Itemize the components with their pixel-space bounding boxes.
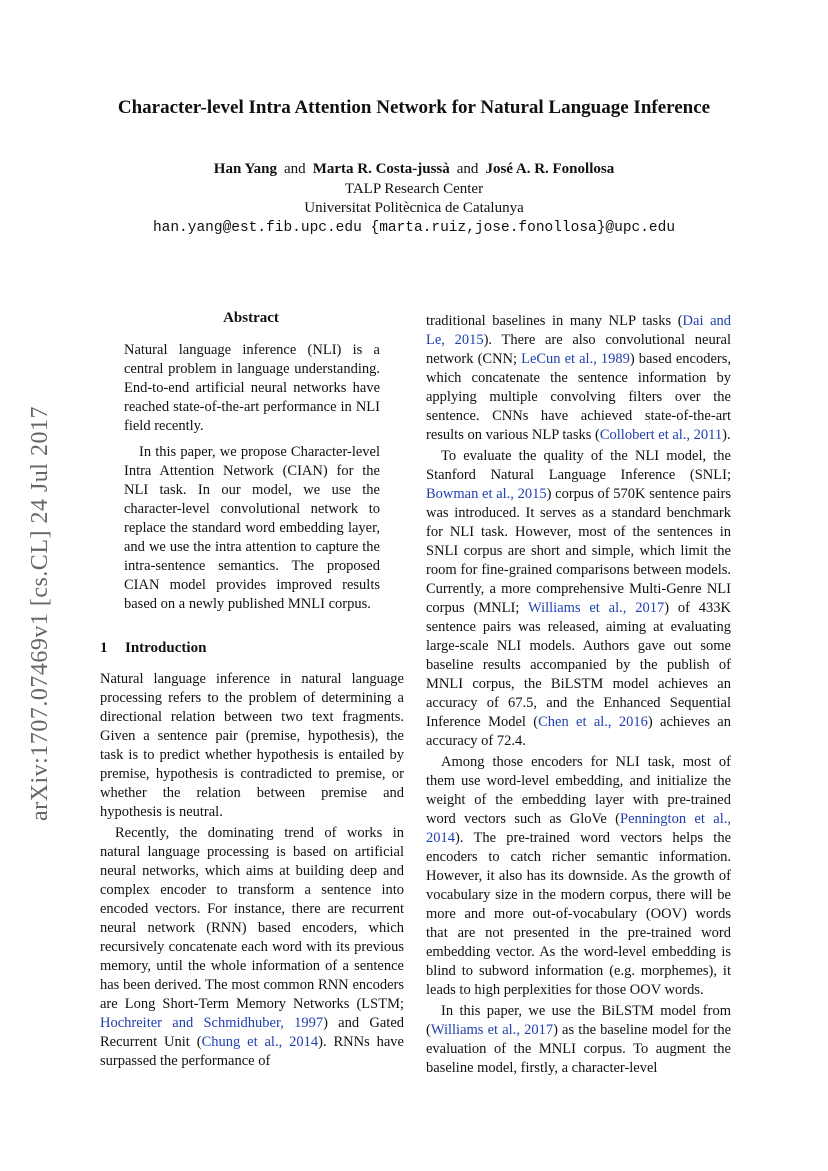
- affiliation-university: Universitat Politècnica de Catalunya: [304, 200, 524, 216]
- body-text: ) based encoders, which concatenate the sentence information by applying multiple convolving filters over the sentence. CNNs have achieved state-of-the-art results on various NLP tasks (: [426, 351, 731, 443]
- section-number: 1: [100, 640, 108, 656]
- body-text: ). RNNs have surpassed the performance of: [100, 1034, 404, 1069]
- author-line: [0, 159, 828, 179]
- section-title: Introduction: [125, 640, 207, 656]
- abstract-heading: Abstract: [223, 310, 279, 326]
- citation-link[interactable]: Williams et al., 2017: [527, 600, 665, 616]
- body-text: ). The pre-trained word vectors helps the encoders to catch richer semantic information. However, it also has its downside. As the growth of vocabulary size in the modern corpus, there will be more and more out-of-vocabulary (OOV) words that are not presented in the pre-trained word embedding vector. As the word-level embedding is blind to subword information (e.g. morphemes), it leads to high perplexities for those OOV words.: [426, 830, 731, 998]
- citation-link[interactable]: Chen et al., 2016: [538, 714, 648, 730]
- body-paragraph: [426, 447, 731, 751]
- body-text: Among those encoders for NLI task, most of them use word-level embedding, and initialize the weight of the embedding layer with pre-trained word vectors such as GloVe (: [426, 754, 731, 827]
- body-paragraph: Natural language inference in natural language processing refers to the problem of determining a directional relation between two text fragments. Given a sentence pair (premise, hypothesis), the task is to predict whether hypothesis is entailed by premise, hypothesis is contradicted to premise, or whether the relation between premise and hypothesis is neutral.: [100, 671, 404, 820]
- paper-title: Character-level Intra Attention Network for Natural Language Inference: [117, 97, 711, 118]
- citation-link[interactable]: Collobert et al., 2011: [599, 427, 723, 443]
- right-column: [426, 312, 731, 1078]
- citation-link[interactable]: LeCun et al., 1989: [521, 351, 630, 367]
- body-text: ) corpus of 570K sentence pairs was introduced. It serves as a standard benchmark for NLI task. However, most of the sentences in SNLI corpus are short and simple, which limit the room for fine-grained comparisons between models. Currently, a more comprehensive Multi-Genre NLI corpus (MNLI;: [426, 486, 731, 616]
- body-text: ) and Gated Recurrent Unit (: [100, 1015, 405, 1050]
- citation-link[interactable]: Hochreiter and Schmidhuber, 1997: [100, 1015, 324, 1031]
- body-paragraph: [426, 1002, 731, 1078]
- author-separator: and: [284, 161, 306, 177]
- body-text: To evaluate the quality of the NLI model, the Stanford Natural Language Inference (SNLI;: [426, 448, 731, 483]
- author-name: Marta R. Costa-jussà: [312, 161, 450, 177]
- body-text: Recently, the dominating trend of works in natural language processing is based on artificial neural networks, which aims at building deep and complex encoder to transform a sentence into encoded vectors. For instance, there are recurrent neural network (RNN) based encoders, which recursively concatenate each word with its previous memory, until the whole information of a sentence has been derived. The most common RNN encoders are Long Short-Term Memory Networks (LSTM;: [100, 825, 404, 1012]
- abstract-body: [124, 341, 380, 614]
- body-text: traditional baselines in many NLP tasks (: [426, 313, 683, 329]
- citation-link[interactable]: Pennington et al., 2014: [426, 811, 731, 846]
- author-name: José A. R. Fonollosa: [485, 161, 615, 177]
- citation-link[interactable]: Dai and Le, 2015: [426, 313, 732, 348]
- arxiv-sidebar-stamp: [20, 378, 60, 848]
- citation-link[interactable]: Chung et al., 2014: [201, 1034, 319, 1050]
- abstract-paragraph: Natural language inference (NLI) is a central problem in language understanding. End-to-end artificial neural networks have reached state-of-the-art performance in NLI field recently.: [124, 342, 380, 434]
- citation-link[interactable]: Williams et al., 2017: [430, 1022, 554, 1038]
- body-paragraph: [426, 753, 731, 1000]
- body-paragraph: [426, 312, 731, 445]
- abstract-paragraph: In this paper, we propose Character-level Intra Attention Network (CIAN) for the NLI task. In our model, we use the character-level convolutional network to replace the standard word embedding layer, and we use the intra attention to capture the intra-sentence semantics. The proposed CIAN model provides improved results based on a newly published MNLI corpus.: [124, 444, 380, 612]
- affiliation-center: TALP Research Center: [344, 181, 484, 197]
- body-text: ) of 433K sentence pairs was released, aiming at evaluating large-scale NLI models. Authors gave out some baseline results accompanied by the publish of MNLI corpus, the BiLSTM model achieves an accuracy of 67.5, and the Enhanced Sequential Inference Model (: [426, 600, 731, 730]
- author-separator: and: [456, 161, 479, 177]
- citation-link[interactable]: Bowman et al., 2015: [426, 486, 547, 502]
- body-text: ). There are also convolutional neural network (CNN;: [426, 332, 731, 367]
- introduction-left-column: [100, 670, 404, 1071]
- body-paragraph: [100, 824, 404, 1071]
- body-text: In this paper, we use the BiLSTM model from (: [426, 1003, 731, 1038]
- section-heading-introduction: [100, 640, 206, 657]
- author-name: Han Yang: [213, 161, 278, 177]
- body-text: ) as the baseline model for the evaluation of the MNLI corpus. To augment the baseline model, firstly, a character-level: [426, 1022, 731, 1076]
- body-text: ).: [722, 427, 731, 443]
- author-emails: han.yang@est.fib.upc.edu {marta.ruiz,jose.fonollosa}@upc.edu: [152, 220, 676, 236]
- arxiv-id-label: arXiv:1707.07469v1 [cs.CL] 24 Jul 2017: [26, 405, 53, 821]
- body-text: ) achieves an accuracy of 72.4.: [426, 714, 731, 749]
